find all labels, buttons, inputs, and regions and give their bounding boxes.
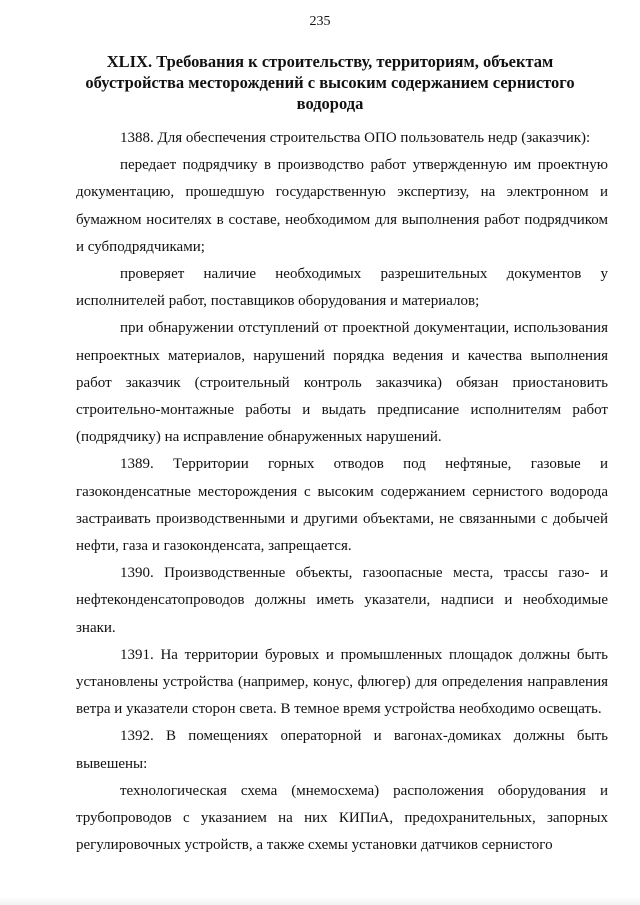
paragraph-1388-deviations: при обнаружении отступлений от проектной документации, использования непроектных материалов, нарушений порядка ведения и качества выполнения работ заказчик (строительный контроль заказчика) обязан приостановить строительно-монтажные работы и выдать предписание исполнителям работ (подрядчику) на исправление обнаруженных нарушений. [76, 320, 608, 446]
document-body [76, 125, 608, 859]
paragraph-1392-scheme: технологическая схема (мнемосхема) расположения оборудования и трубопроводов с указанием на них КИПиА, предохранительных, запорных регулировочных устройств, а также схемы установки датчиков сернистого [76, 782, 608, 854]
paragraph-1388-check: проверяет наличие необходимых разрешительных документов у исполнителей работ, поставщиков оборудования и материалов; [76, 266, 608, 310]
paragraph-1388-transfer: передает подрядчику в производство работ утвержденную им проектную документацию, прошедшую государственную экспертизу, на электронном и бумажном носителях в составе, необходимом для выполнения работ подрядчиком и субподрядчиками; [76, 157, 608, 255]
paragraph-1388-intro: 1388. Для обеспечения строительства ОПО пользователь недр (заказчик): [120, 130, 591, 146]
page-number: 235 [309, 14, 331, 29]
paragraph-1392-intro: 1392. В помещениях операторной и вагонах-домиках должны быть вывешены: [76, 728, 608, 772]
paragraph-1390: 1390. Производственные объекты, газоопасные места, трассы газо- и нефтеконденсатопроводов должны иметь указатели, надписи и необходимые знаки. [76, 565, 608, 636]
section-heading: XLIX. Требования к строительству, территориям, объектам обустройства месторождений с высоким содержанием сернистого водорода [85, 52, 575, 113]
paragraph-1389: 1389. Территории горных отводов под нефтяные, газовые и газоконденсатные месторождения с высоким содержанием сернистого водорода застраивать производственными и другими объектами, не связанными с добычей нефти, газа и газоконденсата, запрещается. [76, 456, 608, 555]
scan-edge [0, 897, 640, 905]
paragraph-1391: 1391. На территории буровых и промышленных площадок должны быть установлены устройства (например, конус, флюгер) для определения направления ветра и указатели сторон света. В темное время устройства необходимо освещать. [76, 646, 608, 718]
